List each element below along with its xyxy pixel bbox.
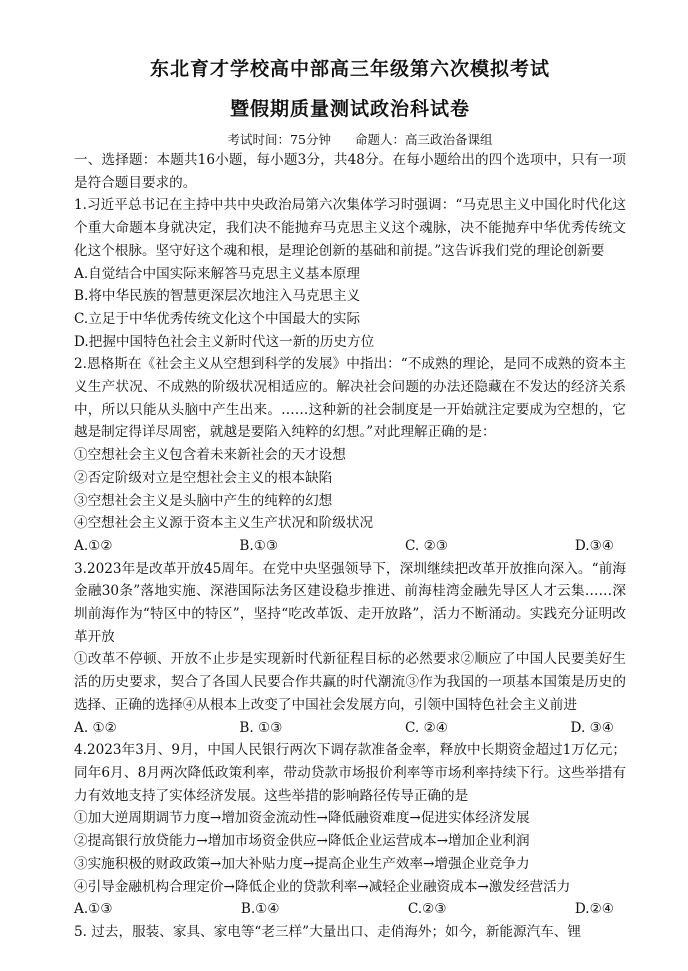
question-stem: 3.2023年是改革开放45周年。在党中央坚强领导下，深圳继续把改革开放推向深入。“前海金融30条”落地实施、深港国际法务区建设稳步推进、前海桂湾金融先导区人才云集……深圳前海作为“特区中的特区”，坚持“吃改革饭、走开放路”，活力不断涌动。实践充分证明改革开放 (74, 560, 626, 645)
statement-4: ④空想社会主义源于资本主义生产状况和阶级状况 (74, 515, 374, 532)
question-stem: 2.恩格斯在《社会主义从空想到科学的发展》中指出：“不成熟的理论，是同不成熟的资本主义生产状况、不成熟的阶级状况相适应的。解决社会问题的办法还隐藏在不发达的经济关系中，所以只能从头脑中产生出来。……这种新的社会制度是一开始就注定要成为空想的，它越是制定得详尽周密，就越是要陷入纯粹的幻想。”对此理解正确的是： (74, 356, 626, 441)
statement-3: ③空想社会主义是头脑中产生的纯粹的幻想 (74, 492, 333, 509)
choice-d: D.②④ (574, 901, 614, 918)
statement-1: ①空想社会主义包含着未来新社会的天才设想 (74, 447, 346, 464)
exam-author: 命题人：高三政治备课组 (354, 132, 493, 147)
question-5 (74, 921, 626, 944)
exam-title-line2: 暨假期质量测试政治科试卷 (229, 98, 470, 120)
choice-d: D.③④ (574, 537, 614, 554)
exam-meta (74, 131, 626, 149)
question-1 (74, 194, 626, 353)
choice-b: B.①③ (239, 537, 279, 554)
statement-4: ④引导金融机构合理定价→降低企业的贷款利率→减轻企业融资成本→激发经营活力 (74, 878, 571, 895)
question-stem: 5. 过去，服装、家具、家电等“老三样”大量出口、走俏海外；如今，新能源汽车、锂 (74, 923, 581, 940)
choice-c: C. ②④ (405, 719, 448, 736)
exam-time: 考试时间：75分钟 (227, 132, 331, 147)
option-a: A.自觉结合中国实际来解答马克思主义基本原理 (74, 265, 361, 282)
choice-b: B. ①③ (239, 719, 283, 736)
answer-choices (74, 535, 626, 558)
section-instruction: 一、选择题：本题共16小题，每小题3分，共48分。在每小题给出的四个选项中，只有一项是符合题目要求的。 (74, 152, 626, 191)
exam-body (74, 149, 626, 944)
statement-2: ②否定阶级对立是空想社会主义的根本缺陷 (74, 469, 333, 486)
question-4 (74, 739, 626, 921)
choice-a: A.①③ (74, 901, 113, 918)
statement-1: ①加大逆周期调节力度→增加资金流动性→降低融资难度→促进实体经济发展 (74, 810, 530, 827)
choice-b: B.①④ (240, 901, 280, 918)
choice-a: A. ①② (74, 719, 117, 736)
option-b: B.将中华民族的智慧更深层次地注入马克思主义 (74, 288, 361, 305)
statement-2: ②提高银行放贷能力→增加市场资金供应→降低企业运营成本→增加企业利润 (74, 833, 530, 850)
question-3 (74, 558, 626, 740)
option-d: D.把握中国特色社会主义新时代这一新的历史方位 (74, 333, 375, 350)
choice-d: D. ③④ (570, 719, 614, 736)
option-c: C.立足于中华优秀传统文化这个中国最大的实际 (74, 310, 361, 327)
answer-choices (74, 717, 626, 740)
exam-title-line1: 东北育才学校高中部高三年级第六次模拟考试 (149, 58, 550, 80)
statements: ①改革不停顿、开放不止步是实现新时代新征程目标的必然要求②顺应了中国人民要美好生活的历史要求，契合了各国人民要合作共赢的时代潮流③作为我国的一项基本国策是历史的选择、正确的选择④从根本上改变了中国社会发展方向，引领中国特色社会主义前进 (74, 651, 626, 713)
answer-choices (74, 898, 626, 921)
question-stem: 4.2023年3月、9月，中国人民银行两次下调存款准备金率，释放中长期资金超过1万亿元；同年6月、8月两次降低政策利率，带动贷款市场报价利率等市场利率持续下行。这些举措有力有效地支持了实体经济发展。这些举措的影响路径传导正确的是 (74, 742, 626, 804)
choice-c: C. ②③ (405, 537, 448, 554)
statement-3: ③实施积极的财政政策→加大补贴力度→提高企业生产效率→增强企业竞争力 (74, 855, 530, 872)
question-2 (74, 353, 626, 557)
choice-a: A.①② (74, 537, 113, 554)
choice-c: C.②③ (407, 901, 447, 918)
question-stem: 1.习近平总书记在主持中共中央政治局第六次集体学习时强调：“马克思主义中国化时代化这个重大命题本身就决定，我们决不能抛弃马克思主义这个魂脉，决不能抛弃中华优秀传统文化这个根脉。坚守好这个魂和根，是理论创新的基础和前提。”这告诉我们党的理论创新要 (74, 197, 626, 259)
